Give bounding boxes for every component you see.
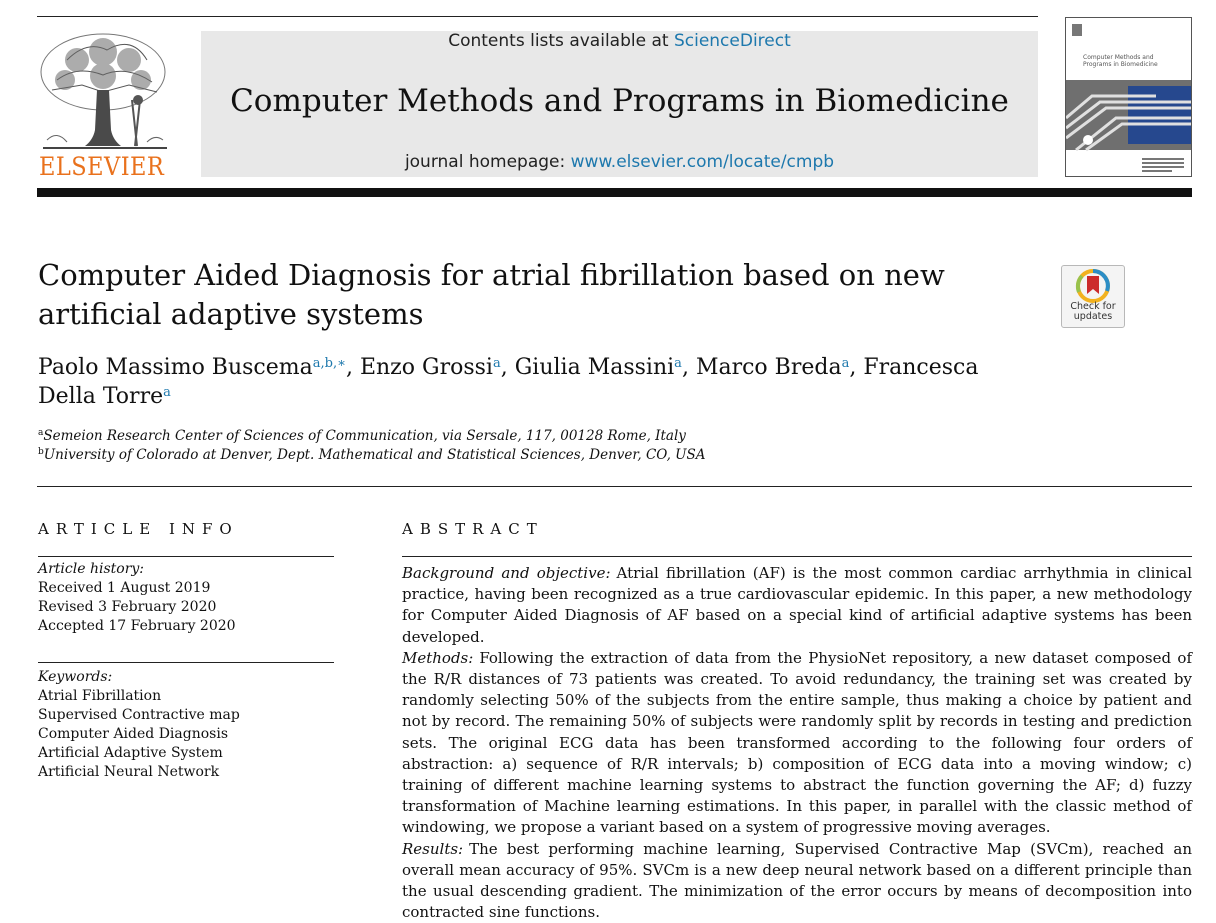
journal-title[interactable]: Computer Methods and Programs in Biomedicine <box>230 83 1009 119</box>
section-rule <box>37 486 1192 487</box>
author-separator: , <box>849 355 864 380</box>
author-affiliation-mark[interactable]: a <box>674 356 682 371</box>
affiliation-line <box>38 427 1038 446</box>
abstract-section-label: Methods: <box>402 648 474 667</box>
sciencedirect-link[interactable]: ScienceDirect <box>673 31 791 51</box>
article-info-rule <box>38 556 334 557</box>
author-separator: , <box>681 355 696 380</box>
cover-title: Computer Methods and Programs in Biomedicine <box>1083 54 1158 68</box>
author-separator: , <box>500 355 515 380</box>
abstract-section-text: Atrial fibrillation (AF) is the most common cardiac arrhythmia in clinical practice, having been recognized as a true cardiovascular epidemic. In this paper, a new methodology for Computer Aided Diagnosis of AF based on a special kind of artificial adaptive systems has been developed. <box>402 564 1192 646</box>
affiliation-text: University of Colorado at Denver, Dept. Mathematical and Statistical Sciences, Denver, CO, USA <box>43 447 706 463</box>
abstract-body <box>402 563 1192 923</box>
author-separator: , <box>345 355 360 380</box>
keywords-rule <box>38 662 334 663</box>
homepage-line <box>201 152 1038 172</box>
top-rule <box>37 16 1038 17</box>
crossmark-label: Check for updates <box>1070 301 1116 322</box>
elsevier-logo[interactable] <box>37 30 173 181</box>
homepage-prefix: journal homepage: <box>404 152 566 172</box>
abstract-section-text: Following the extraction of data from the PhysioNet repository, a new dataset composed of the R/R distances of 73 patients was created. To avoid redundancy, the training set was created by randomly selecting 50% of the subjects from the entire sample, thus making a choice by patient and not by record. The remaining 50% of subjects were randomly split by records in testing and prediction sets. The original ECG data has been transformed according to the following four orders of abstraction: a) sequence of R/R intervals; b) composition of ECG data into a moving window; c) training of different machine learning systems to abstract the function governing the AF; d) fuzzy transformation of Machine learning estimations. In this paper, in parallel with the classic method of windowing, we propose a variant based on a system of progressive moving averages. <box>402 648 1192 837</box>
article-info-heading: ARTICLE INFO <box>38 520 239 538</box>
crossmark-icon <box>1062 268 1124 304</box>
affiliation-mark: b <box>38 447 44 457</box>
keywords-label: Keywords: <box>38 669 113 685</box>
abstract-section-label: Background and objective: <box>402 564 611 582</box>
abstract-rule <box>402 556 1192 557</box>
abstract-methods <box>402 648 1192 839</box>
abstract-section-text: The best performing machine learning, Supervised Contractive Map (SVCm), reached an overall mean accuracy of 95%. SVCm is a new deep neural network based on a different principle than the usual descending gradient. The minimization of the error occurs by means of decomposition into contracted sine functions. <box>402 839 1192 922</box>
author-name[interactable]: Enzo Grossi <box>359 355 493 380</box>
keyword-item[interactable]: Supervised Contractive map <box>38 707 240 723</box>
contents-prefix: Contents lists available at <box>448 31 669 51</box>
author-list <box>38 353 1038 411</box>
tree-logo-icon <box>37 30 173 154</box>
affiliation-mark: a <box>38 428 44 438</box>
author-name[interactable]: Giulia Massini <box>514 355 675 380</box>
keyword-item[interactable]: Artificial Adaptive System <box>38 745 223 761</box>
keyword-item[interactable]: Computer Aided Diagnosis <box>38 726 228 742</box>
author-name[interactable]: Paolo Massimo Buscema <box>38 355 313 380</box>
author-name[interactable]: Marco Breda <box>695 355 842 380</box>
journal-cover-thumbnail[interactable] <box>1065 17 1192 177</box>
homepage-link[interactable]: www.elsevier.com/locate/cmpb <box>570 152 835 172</box>
affiliations <box>38 427 1038 465</box>
article-history <box>38 560 338 636</box>
author-affiliation-mark[interactable]: a,b,∗ <box>312 356 346 371</box>
article-title: Computer Aided Diagnosis for atrial fibrillation based on new artificial adaptive systems <box>38 258 945 331</box>
abstract-heading: ABSTRACT <box>402 520 544 538</box>
cover-art-icon <box>1066 18 1191 176</box>
keyword-item[interactable]: Atrial Fibrillation <box>38 688 162 704</box>
history-label: Article history: <box>38 561 145 577</box>
author-affiliation-mark[interactable]: a <box>841 356 850 371</box>
abstract-results <box>402 839 1192 923</box>
affiliation-text: Semeion Research Center of Sciences of Communication, via Sersale, 117, 00128 Rome, Italy <box>43 428 686 444</box>
header-thick-rule <box>37 188 1192 197</box>
history-item-received: Received 1 August 2019 <box>38 580 211 596</box>
keyword-item[interactable]: Artificial Neural Network <box>38 764 220 780</box>
author-name[interactable]: Francesca Della Torre <box>38 355 979 409</box>
keywords-block <box>38 668 338 782</box>
contents-line <box>201 31 1038 51</box>
journal-banner <box>201 31 1038 177</box>
abstract-background <box>402 563 1192 648</box>
publisher-wordmark: ELSEVIER <box>39 152 165 181</box>
affiliation-line <box>38 446 1038 465</box>
author-affiliation-mark[interactable]: a <box>492 356 501 371</box>
author-affiliation-mark[interactable]: a <box>163 385 171 400</box>
history-item-accepted: Accepted 17 February 2020 <box>38 618 236 634</box>
check-for-updates-button[interactable] <box>1061 265 1125 328</box>
abstract-section-label: Results: <box>402 839 464 858</box>
history-item-revised: Revised 3 February 2020 <box>38 599 217 615</box>
